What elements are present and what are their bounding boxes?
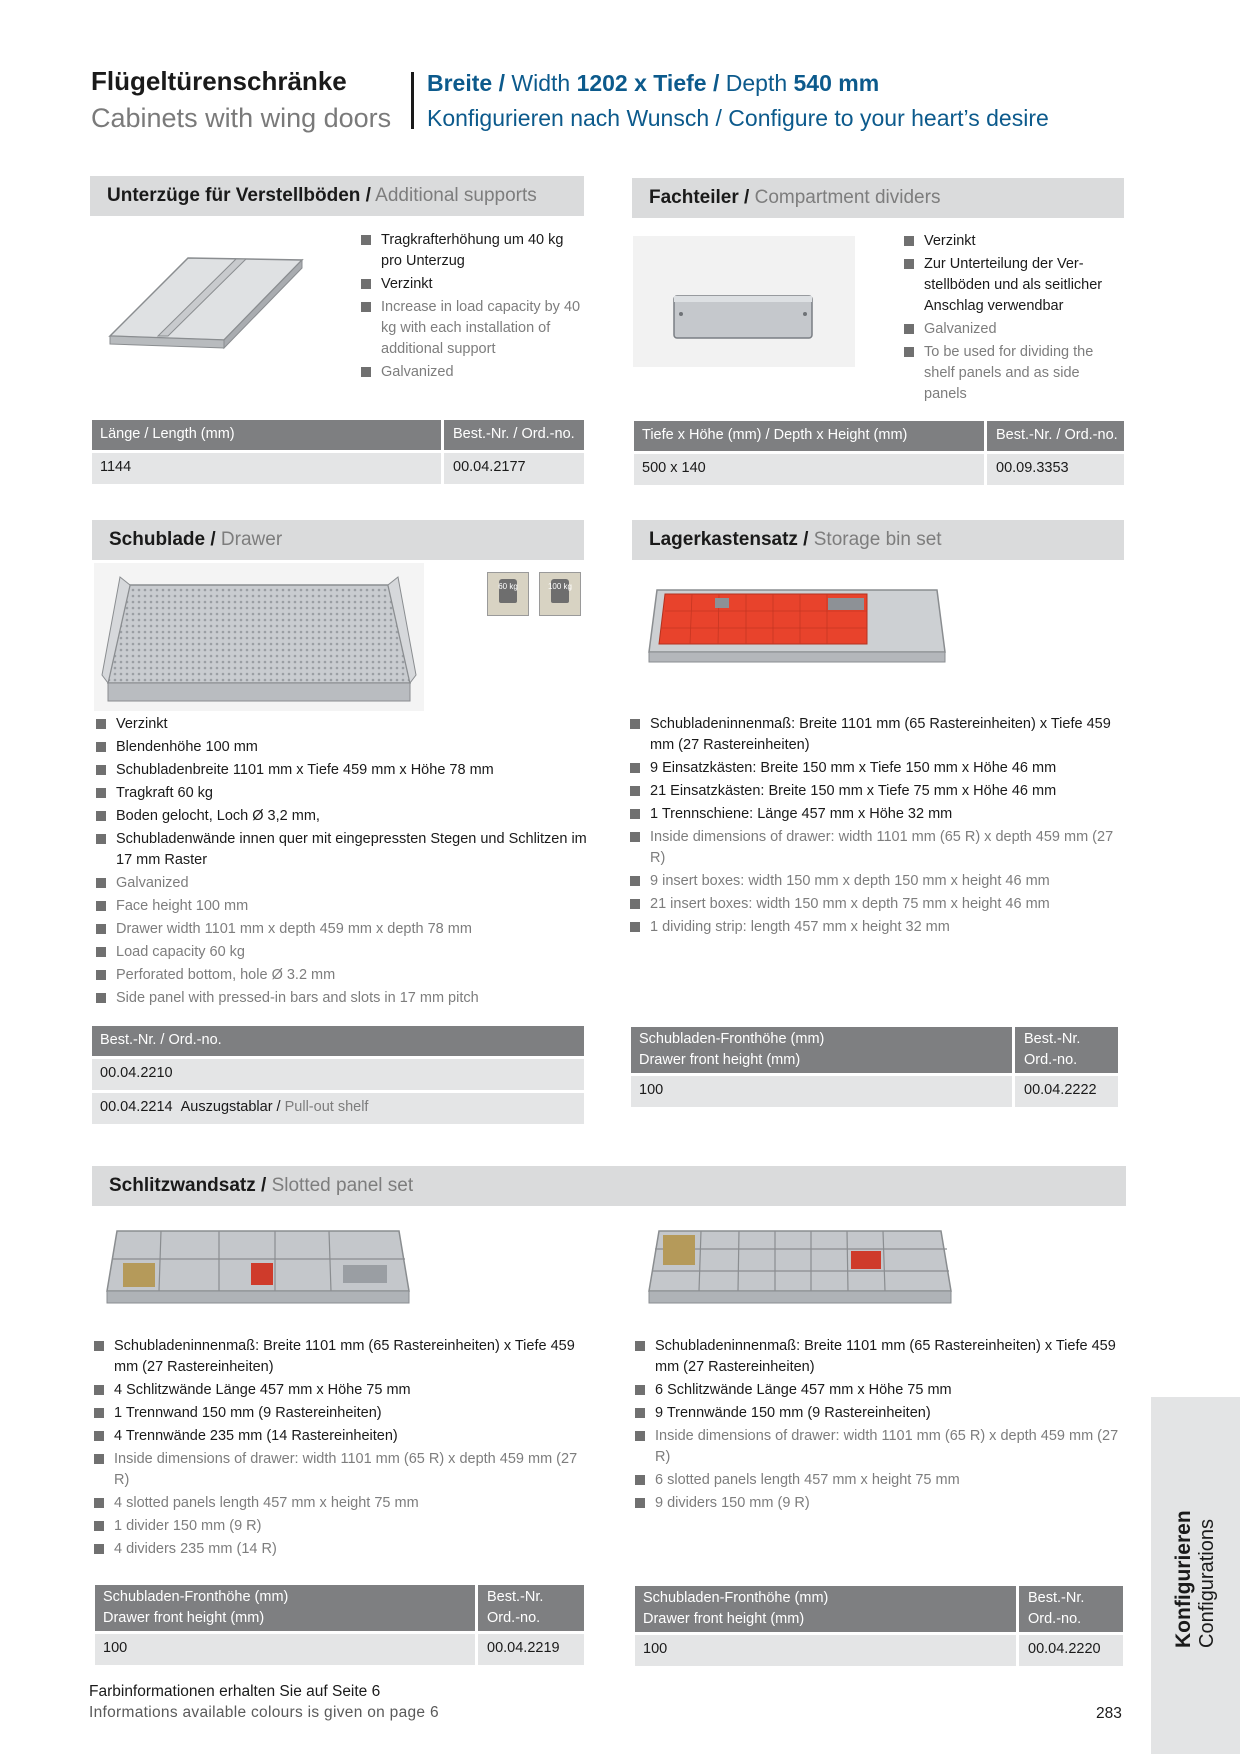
list-item: Side panel with pressed-in bars and slots in 17 mm pitch bbox=[94, 988, 594, 1009]
list-item: 1 divider 150 mm (9 R) bbox=[92, 1516, 582, 1537]
list-item: Verzinkt bbox=[94, 714, 594, 735]
drawer-image bbox=[94, 563, 424, 711]
slotted-panel-image-right bbox=[645, 1225, 955, 1307]
header-configure: Konfigurieren nach Wunsch / Configure to your heart’s desire bbox=[427, 105, 1049, 131]
header-dimensions: Breite / Width 1202 x Tiefe / Depth 540 mm bbox=[427, 70, 880, 96]
list-item: 9 Trennwände 150 mm (9 Rastereinheiten) bbox=[633, 1403, 1123, 1424]
dividers-table-row: 500 x 140 00.09.3353 bbox=[634, 454, 1124, 485]
list-item: 1 Trennschiene: Länge 457 mm x Höhe 32 mm bbox=[628, 804, 1126, 825]
slotted-right-table-row: 100 00.04.2220 bbox=[635, 1635, 1123, 1666]
list-item: Drawer width 1101 mm x depth 459 mm x depth 78 mm bbox=[94, 919, 594, 940]
storage-bin-image bbox=[645, 582, 950, 666]
list-item: Boden gelocht, Loch Ø 3,2 mm, bbox=[94, 806, 594, 827]
list-item: 4 Trennwände 235 mm (14 Rastereinheiten) bbox=[92, 1426, 582, 1447]
list-item: Zur Unterteilung der Ver-stellböden und als seitlicher Anschlag verwendbar bbox=[902, 254, 1124, 317]
page-title-en: Cabinets with wing doors bbox=[91, 103, 392, 133]
supports-bullet-list bbox=[359, 230, 584, 385]
slotted-right-table-header: Schubladen-Fronthöhe (mm) Drawer front height (mm) Best.-Nr. Ord.-no. bbox=[635, 1586, 1123, 1632]
supports-table-row: 1144 00.04.2177 bbox=[92, 453, 584, 484]
drawer-table-row-1: 00.04.2210 bbox=[92, 1059, 584, 1090]
list-item: Perforated bottom, hole Ø 3.2 mm bbox=[94, 965, 594, 986]
storage-table-header: Schubladen-Fronthöhe (mm) Drawer front height (mm) Best.-Nr. Ord.-no. bbox=[631, 1027, 1118, 1073]
list-item: 1 Trennwand 150 mm (9 Rastereinheiten) bbox=[92, 1403, 582, 1424]
support-rail-image bbox=[100, 248, 310, 358]
dividers-table-header: Tiefe x Höhe (mm) / Depth x Height (mm) Best.-Nr. / Ord.-no. bbox=[634, 421, 1124, 451]
slotted-left-table-row: 100 00.04.2219 bbox=[95, 1634, 584, 1665]
list-item: Verzinkt bbox=[359, 274, 584, 295]
list-item: To be used for dividing the shelf panels and as side panels bbox=[902, 342, 1124, 405]
list-item: 9 insert boxes: width 150 mm x depth 150 mm x height 46 mm bbox=[628, 871, 1126, 892]
list-item: Inside dimensions of drawer: width 1101 mm (65 R) x depth 459 mm (27 R) bbox=[633, 1426, 1123, 1468]
list-item: Verzinkt bbox=[902, 231, 1124, 252]
slotted-bullet-list-right bbox=[633, 1336, 1123, 1516]
list-item: 4 Schlitzwände Länge 457 mm x Höhe 75 mm bbox=[92, 1380, 582, 1401]
list-item: 9 dividers 150 mm (9 R) bbox=[633, 1493, 1123, 1514]
section-header-slotted: Schlitzwandsatz / Slotted panel set bbox=[92, 1166, 1126, 1206]
list-item: 4 slotted panels length 457 mm x height 75 mm bbox=[92, 1493, 582, 1514]
storage-table-row: 100 00.04.2222 bbox=[631, 1076, 1118, 1107]
section-header-supports: Unterzüge für Verstellböden / Additional supports bbox=[90, 176, 584, 216]
list-item: Schubladenbreite 1101 mm x Tiefe 459 mm x Höhe 78 mm bbox=[94, 760, 594, 781]
list-item: Galvanized bbox=[902, 319, 1124, 340]
storage-bullet-list bbox=[628, 714, 1126, 940]
supports-table-header: Länge / Length (mm) Best.-Nr. / Ord.-no. bbox=[92, 420, 584, 450]
list-item: 9 Einsatzkästen: Breite 150 mm x Tiefe 150 mm x Höhe 46 mm bbox=[628, 758, 1126, 779]
page-number: 283 bbox=[1096, 1705, 1122, 1722]
list-item: Blendenhöhe 100 mm bbox=[94, 737, 594, 758]
list-item: 1 dividing strip: length 457 mm x height 32 mm bbox=[628, 917, 1126, 938]
section-header-dividers: Fachteiler / Compartment dividers bbox=[632, 178, 1124, 218]
page-title-de: Flügeltürenschränke bbox=[91, 66, 347, 96]
list-item: Schubladeninnenmaß: Breite 1101 mm (65 Rastereinheiten) x Tiefe 459 mm (27 Rastereinheiten) bbox=[92, 1336, 582, 1378]
list-item: 4 dividers 235 mm (14 R) bbox=[92, 1539, 582, 1560]
side-tab-label: Konfigurieren Configurations bbox=[1172, 1510, 1218, 1648]
list-item: Schubladeninnenmaß: Breite 1101 mm (65 Rastereinheiten) x Tiefe 459 mm (27 Rastereinheiten) bbox=[633, 1336, 1123, 1378]
slotted-panel-image-left bbox=[103, 1225, 413, 1307]
divider-image bbox=[633, 236, 855, 367]
list-item: Schubladenwände innen quer mit eingepressten Stegen und Schlitzen im 17 mm Raster bbox=[94, 829, 594, 871]
footer-info-en: Informations available colours is given on page 6 bbox=[89, 1704, 439, 1721]
list-item: Inside dimensions of drawer: width 1101 mm (65 R) x depth 459 mm (27 R) bbox=[92, 1449, 582, 1491]
dividers-bullet-list bbox=[902, 231, 1124, 407]
list-item: Schubladeninnenmaß: Breite 1101 mm (65 Rastereinheiten) x Tiefe 459 mm (27 Rastereinheiten) bbox=[628, 714, 1126, 756]
drawer-bullet-list bbox=[94, 714, 594, 1011]
list-item: 21 Einsatzkästen: Breite 150 mm x Tiefe 75 mm x Höhe 46 mm bbox=[628, 781, 1126, 802]
list-item: Tragkrafterhöhung um 40 kg pro Unterzug bbox=[359, 230, 584, 272]
list-item: Galvanized bbox=[359, 362, 584, 383]
drawer-table-row-2: 00.04.2214 Auszugstablar / Pull-out shelf bbox=[92, 1093, 584, 1124]
weight-60kg-icon: 60 kg bbox=[487, 572, 529, 616]
list-item: Tragkraft 60 kg bbox=[94, 783, 594, 804]
footer-info-de: Farbinformationen erhalten Sie auf Seite 6 bbox=[89, 1683, 381, 1700]
list-item: 6 slotted panels length 457 mm x height 75 mm bbox=[633, 1470, 1123, 1491]
list-item: Load capacity 60 kg bbox=[94, 942, 594, 963]
list-item: Face height 100 mm bbox=[94, 896, 594, 917]
drawer-table-header: Best.-Nr. / Ord.-no. bbox=[92, 1026, 584, 1056]
list-item: Increase in load capacity by 40 kg with each installation of additional support bbox=[359, 297, 584, 360]
list-item: Galvanized bbox=[94, 873, 594, 894]
list-item: 6 Schlitzwände Länge 457 mm x Höhe 75 mm bbox=[633, 1380, 1123, 1401]
slotted-bullet-list-left bbox=[92, 1336, 582, 1562]
section-header-storage: Lagerkastensatz / Storage bin set bbox=[632, 520, 1124, 560]
list-item: 21 insert boxes: width 150 mm x depth 75 mm x height 46 mm bbox=[628, 894, 1126, 915]
list-item: Inside dimensions of drawer: width 1101 mm (65 R) x depth 459 mm (27 R) bbox=[628, 827, 1126, 869]
weight-100kg-icon: 100 kg bbox=[539, 572, 581, 616]
header-divider bbox=[411, 72, 414, 129]
slotted-left-table-header: Schubladen-Fronthöhe (mm) Drawer front height (mm) Best.-Nr. Ord.-no. bbox=[95, 1585, 584, 1631]
section-header-drawer: Schublade / Drawer bbox=[92, 520, 584, 560]
